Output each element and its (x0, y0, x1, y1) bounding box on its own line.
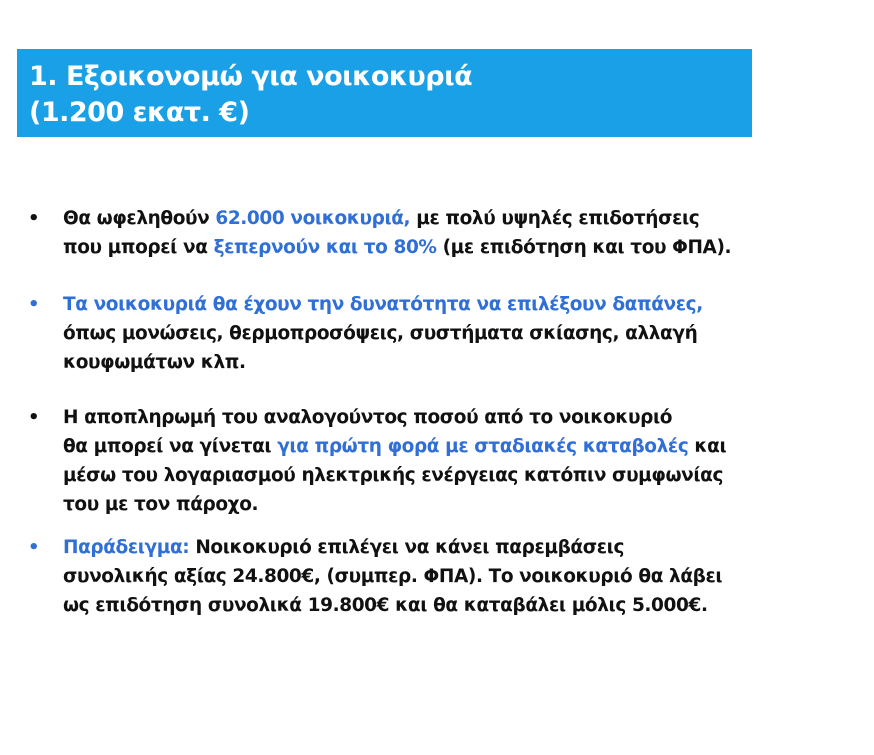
body-text: κουφωμάτων κλπ. (63, 352, 246, 373)
bullet-marker: • (28, 294, 40, 315)
body-text: (με επιδότηση και του ΦΠΑ). (436, 237, 732, 258)
body-text: με πολύ υψηλές επιδοτήσεις (410, 208, 700, 229)
bullet-line (63, 461, 768, 490)
bullet-line (63, 562, 768, 591)
bullet-marker: • (28, 407, 40, 428)
body-text: όπως μονώσεις, θερμοπροσόψεις, συστήματα σκίασης, αλλαγή (63, 323, 698, 344)
body-text: Νοικοκυριό επιλέγει να κάνει παρεμβάσεις (189, 537, 625, 558)
bullet-text (63, 290, 768, 377)
slide-title-line-1: 1. Εξοικονομώ για νοικοκυριά (29, 61, 473, 92)
bullet-line (63, 319, 768, 348)
body-text: του με τον πάροχο. (63, 494, 259, 515)
bullet-marker: • (28, 208, 40, 229)
highlighted-text: ξεπερνούν και το 80% (213, 237, 437, 258)
body-text: Η αποπληρωμή του αναλογούντος ποσού από το νοικοκυριό (63, 407, 673, 428)
bullet-line (63, 204, 768, 233)
bullet-line (63, 348, 768, 377)
bullet-marker: • (28, 537, 40, 558)
body-text: συνολικής αξίας 24.800€, (συμπερ. ΦΠΑ). Το νοικοκυριό θα λάβει (63, 566, 723, 587)
bullet-line (63, 490, 768, 519)
highlighted-text: Παράδειγμα: (63, 537, 190, 558)
body-text: μέσω του λογαριασμού ηλεκτρικής ενέργειας κατόπιν συμφωνίας (63, 465, 724, 486)
bullet-line (63, 290, 768, 319)
title-banner (17, 49, 752, 137)
bullet-text (63, 204, 768, 262)
highlighted-text: για πρώτη φορά με σταδιακές καταβολές (277, 436, 689, 457)
body-text: Θα ωφεληθούν (63, 208, 216, 229)
bullet-line (63, 432, 768, 461)
highlighted-text: Τα νοικοκυριά θα έχουν την δυνατότητα να επιλέξουν δαπάνες, (63, 294, 703, 315)
highlighted-text: 62.000 νοικοκυριά, (215, 208, 411, 229)
bullet-line (63, 533, 768, 562)
bullet-text (63, 533, 768, 620)
body-text: ως επιδότηση συνολικά 19.800€ και θα καταβάλει μόλις 5.000€. (63, 595, 708, 616)
body-text: που μπορεί να (63, 237, 214, 258)
body-text: θα μπορεί να γίνεται (63, 436, 278, 457)
bullet-line (63, 403, 768, 432)
body-text: και (688, 436, 727, 457)
bullet-text (63, 403, 768, 519)
bullet-line (63, 233, 768, 262)
slide-title-line-2: (1.200 εκατ. €) (29, 97, 250, 128)
bullet-line (63, 591, 768, 620)
